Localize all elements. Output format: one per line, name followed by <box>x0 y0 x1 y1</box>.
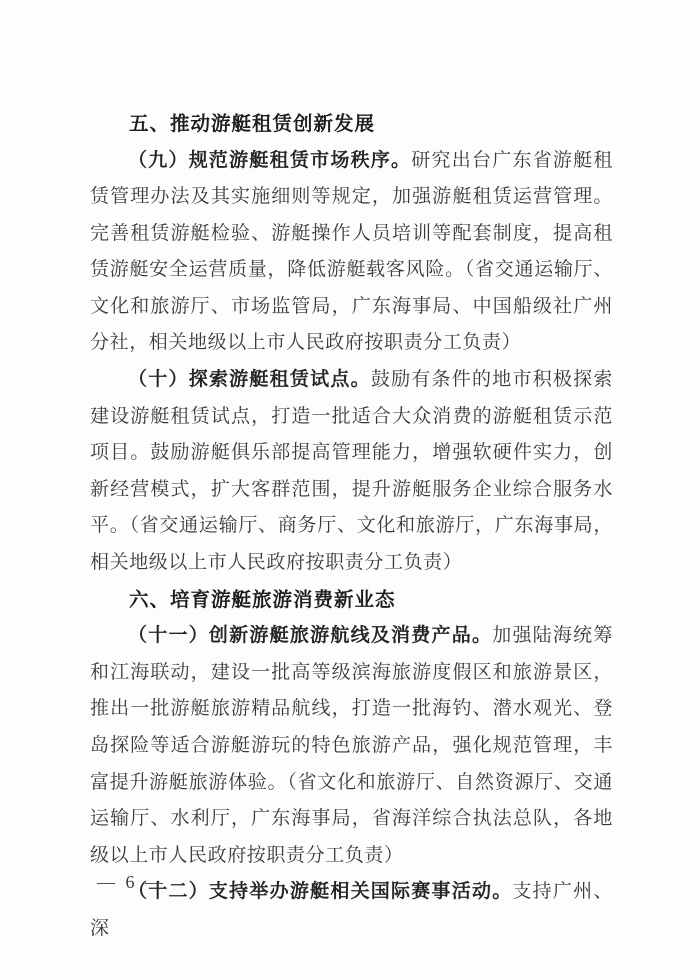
paragraph-11-lead: （十一）创新游艇旅游航线及消费产品。 <box>128 625 493 647</box>
document-body <box>90 106 613 947</box>
paragraph-item-9 <box>90 143 613 363</box>
paragraph-item-11 <box>90 618 613 874</box>
paragraph-11-body: 加强陆海统筹和江海联动，建设一批高等级滨海旅游度假区和旅游景区，推出一批游艇旅游精品航线，打造一批海钓、潜水观光、登岛探险等适合游艇游玩的特色旅游产品，强化规范管理，丰富提升游艇旅游体验。（省文化和旅游厅、自然资源厅、交通运输厅、水利厅，广东海事局，省海洋综合执法总队，各地级以上市人民政府按职责分工负责） <box>90 625 613 866</box>
paragraph-12-body: 支持广州、深 <box>90 881 613 939</box>
section-heading-5: 五、推动游艇租赁创新发展 <box>129 113 376 135</box>
paragraph-12-lead: （十二）支持举办游艇相关国际赛事活动。 <box>128 881 513 903</box>
section-heading-6: 六、培育游艇旅游消费新业态 <box>129 588 396 611</box>
paragraph-9-body: 研究出台广东省游艇租赁管理办法及其实施细则等规定，加强游艇租赁运营管理。完善租赁游艇检验、游艇操作人员培训等配套制度，提高租赁游艇安全运营质量，降低游艇载客风险。（省交通运输厅、文化和旅游厅、市场监管局，广东海事局、中国船级社广州分社，相关地级以上市人民政府按职责分工负责） <box>90 149 613 354</box>
page-number: — 6 — <box>97 872 166 892</box>
paragraph-item-12 <box>90 874 613 947</box>
paragraph-10-body: 鼓励有条件的地市积极探索建设游艇租赁试点，打造一批适合大众消费的游艇租赁示范项目。鼓励游艇俱乐部提高管理能力，增强软硬件实力，创新经营模式，扩大客群范围，提升游艇服务企业综合服务水平。（省交通运输厅、商务厅、文化和旅游厅，广东海事局，相关地级以上市人民政府按职责分工负责） <box>90 369 614 574</box>
paragraph-9-lead: （九）规范游艇租赁市场秩序。 <box>128 149 412 171</box>
paragraph-10-lead: （十）探索游艇租赁试点。 <box>128 369 371 391</box>
paragraph-item-10 <box>90 362 613 582</box>
